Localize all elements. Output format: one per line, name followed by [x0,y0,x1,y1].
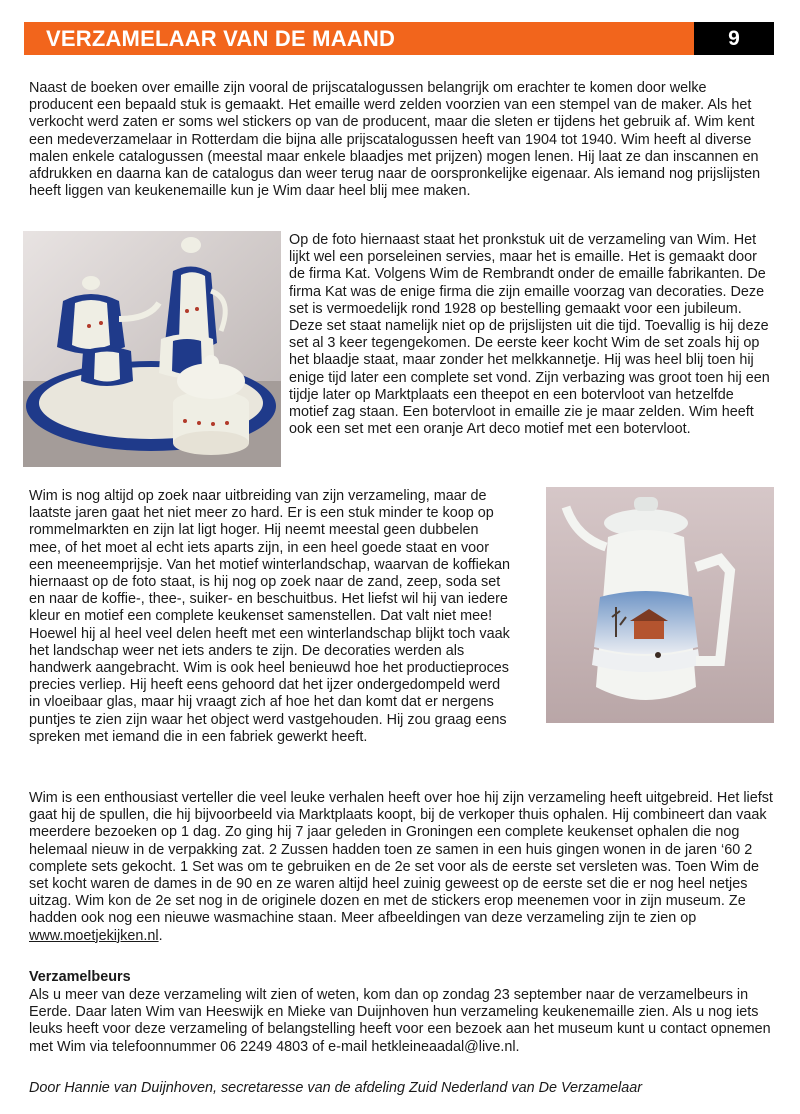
search-paragraph [29,488,773,746]
section-title: VERZAMELAAR VAN DE MAAND [24,22,694,55]
stories-paragraph-end: . [158,927,163,944]
stories-paragraph [29,790,773,945]
page-number: 9 [694,22,774,55]
website-link[interactable]: www.moetjekijken.nl [29,927,159,944]
page-header [24,22,774,55]
stories-paragraph-text: Wim is een enthousiast verteller die veel leuke verhalen heeft over hoe hij zijn verzameling heeft uitgebreid. Het liefst gaat hij de spullen, die hij bijvoorbeeld via Marktplaats koopt, bij de verkoper thuis ophalen. Hij combineert dan vaak meerdere bezoeken op 1 dag. Zo ging hij 7 jaar geleden in Groningen een complete keukenset ophalen die nog helemaal nieuw in de verpakking zat. 2 Zussen hadden toen ze samen in een huis gingen wonen in de jaren ‘60 2 complete sets gekocht. 1 Set was om te gebruiken en de 2e set voor als de eerste set versleten was. Toen Wim de set kocht waren de dames in de 90 en ze waren altijd heel zuinig geweest op de eerste set die er nog heel netjes uitzag. Wim kon de 2e set nog in de originele dozen en met de stickers erop meenemen voor in zijn museum. Ze hadden ook nog een nieuwe wasmachine staan. Meer afbeeldingen van deze verzameling zijn te zien op [29,790,773,927]
verzamelbeurs-heading: Verzamelbeurs [29,969,131,985]
author-signature: Door Hannie van Duijnhoven, secretaresse van de afdeling Zuid Nederland van De Verzamelaar [29,1080,643,1096]
photo-float-spacer [511,488,773,720]
intro-paragraph: Naast de boeken over emaille zijn vooral de prijscatalogussen belangrijk om erachter te komen door welke producent een bepaald stuk is gemaakt. Het emaille werd zelden voorzien van een stempel van de maker. Als het verkocht werd zaten er soms wel stickers op van de producent, maar die sleten er tijdens het gebruik af. Wim kent een medeverzamelaar in Rotterdam die bijna alle prijscatalogussen heeft van 1904 tot 1940. Wim heeft al diverse malen enkele catalogussen (meestal maar enkele blaadjes met prijzen) mogen lenen. Hij laat ze dan inscannen en afdrukken en daarna kan de catalogus dan weer terug naar de oorspronkelijke eigenaar. Als iemand nog prijslijsten heeft liggen van keukenemaille kun je Wim daar heel blij mee maken. [29,80,761,200]
search-paragraph-text: Wim is nog altijd op zoek naar uitbreiding van zijn verzameling, maar de laatste jaren gaat het niet meer zo hard. Er is een stuk minder te koop op rommelmarkten en zijn lat ligt hoger. Hij neemt meestal geen dubbelen mee, of het moet al echt iets aparts zijn, in een heel goede staat en voor een meeneemprijsje. Van het motief winterlandschap, waarvan de koffiekan hiernaast op de foto staat, is hij nog op zoek naar de zand, zeep, soda set en naar de koffie-, thee-, suiker- en beschuitbus. Het liefst wil hij van iedere kleur en motief een complete keukenset samenstellen. Dat valt niet mee! Hoewel hij al heel veel delen heeft met een winterlandschap blijkt toch vaak het landschap weer net iets anders te zijn. De decoraties werden als handwerk aangebracht. Wim is ook heel benieuwd hoe het productieproces precies verliep. Hij heeft eens gehoord dat het ijzer ondergedompeld werd in vloeibaar glas, maar hij vraagt zich af hoe het dan komt dat er nergens puntjes te zien zijn waar het object werd vastgehouden. Hij zou graag eens spreken met iemand die in een fabriek gewerkt heeft. [29,488,511,745]
tea-set-paragraph: Op de foto hiernaast staat het pronkstuk uit de verzameling van Wim. Het lijkt wel een porseleinen servies, maar het is emaille. Het is gemaakt door de firma Kat. Volgens Wim de Rembrandt onder de emaille fabrikanten. De firma Kat was de enige firma die zijn emaille voorzag van decoraties. Deze set is vermoedelijk rond 1928 op bestelling gemaakt voor een jubileum. Deze set staat namelijk niet op de prijslijsten uit die tijd. Toevallig is hij deze set al 3 keer tegengekomen. De eerste keer kocht Wim de set zoals hij op het blaadje staat, maar zonder het melkkannetje. Hij was heel blij toen hij enige tijd later een complete set vond. Zijn verbazing was groot toen hij een tijdje later op Marktplaats een theepot en een botervloot van hetzelfde motief zag staan. Een botervloot in emaille zie je maar zelden. Wim heeft ook een set met een oranje Art deco motief met een botervloot. [289,232,770,438]
enamel-tea-set-photo [23,231,281,467]
verzamelbeurs-paragraph: Als u meer van deze verzameling wilt zien of weten, kom dan op zondag 23 september naar de verzamelbeurs in Eerde. Daar laten Wim van Heeswijk en Mieke van Duijnhoven hun verzameling keukenemaille zien. Als u nog iets leuks heeft voor deze verzameling of belangstelling heeft voor een bezoek aan het museum kunt u contact opnemen met Wim via telefoonnummer 06 2249 4803 of e-mail hetkleineaadal@live.nl. [29,987,771,1055]
